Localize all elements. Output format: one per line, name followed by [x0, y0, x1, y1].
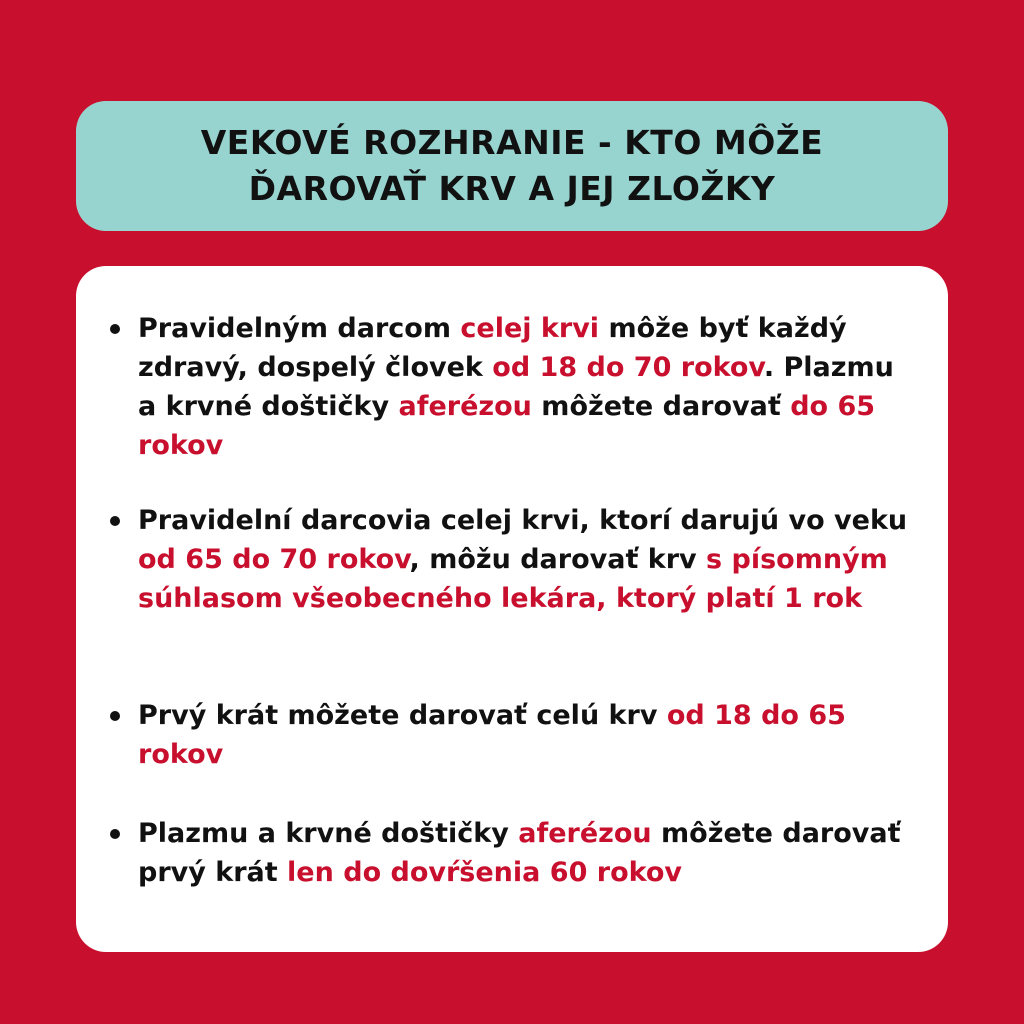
highlight-segment: aferézou: [398, 391, 532, 422]
text-segment: môžete darovať: [531, 391, 791, 422]
item-text: [138, 313, 894, 461]
bullet-dot-icon: [110, 829, 120, 839]
item-text: [138, 700, 846, 770]
info-card: [76, 266, 948, 952]
highlight-segment: celej krvi: [460, 313, 600, 344]
list-item-first-time-whole-blood: [138, 696, 908, 774]
highlight-segment: aferézou: [518, 818, 652, 849]
item-text: [138, 505, 907, 614]
text-segment: môže byť každý zdravý, dospelý človek: [138, 313, 847, 383]
item-text: [138, 818, 901, 888]
bullet-dot-icon: [110, 324, 120, 334]
highlight-segment: od 18 do 65 rokov: [138, 700, 846, 770]
page-title: [201, 120, 823, 212]
highlight-segment: od 65 do 70 rokov: [138, 544, 410, 575]
title-line-2: ĎAROVAŤ KRV A JEJ ZLOŽKY: [248, 169, 776, 208]
title-line-1: VEKOVÉ ROZHRANIE - KTO MÔŽE: [200, 123, 824, 162]
text-segment: Prvý krát môžete darovať celú krv: [138, 700, 667, 731]
title-banner: [76, 101, 948, 231]
text-segment: môžete darovať prvý krát: [138, 818, 901, 888]
text-segment: Pravidelní darcovia celej krvi, ktorí darujú vo veku: [138, 505, 908, 536]
bullet-dot-icon: [110, 711, 120, 721]
list-item-senior-donors: [138, 501, 908, 618]
text-segment: , môžu darovať krv: [409, 544, 707, 575]
highlight-segment: len do dovŕšenia 60 rokov: [287, 857, 683, 888]
highlight-segment: do 65 rokov: [138, 391, 876, 461]
highlight-segment: s písomným súhlasom všeobecného lekára, ktorý platí 1 rok: [138, 544, 888, 614]
list-item-whole-blood-donors: [138, 309, 908, 465]
text-segment: Plazmu a krvné doštičky: [138, 818, 519, 849]
text-segment: . Plazmu a krvné doštičky: [138, 352, 894, 422]
text-segment: Pravidelným darcom: [138, 313, 461, 344]
highlight-segment: od 18 do 70 rokov: [492, 352, 764, 383]
bullet-dot-icon: [110, 516, 120, 526]
list-item-first-time-apheresis: [138, 814, 908, 892]
